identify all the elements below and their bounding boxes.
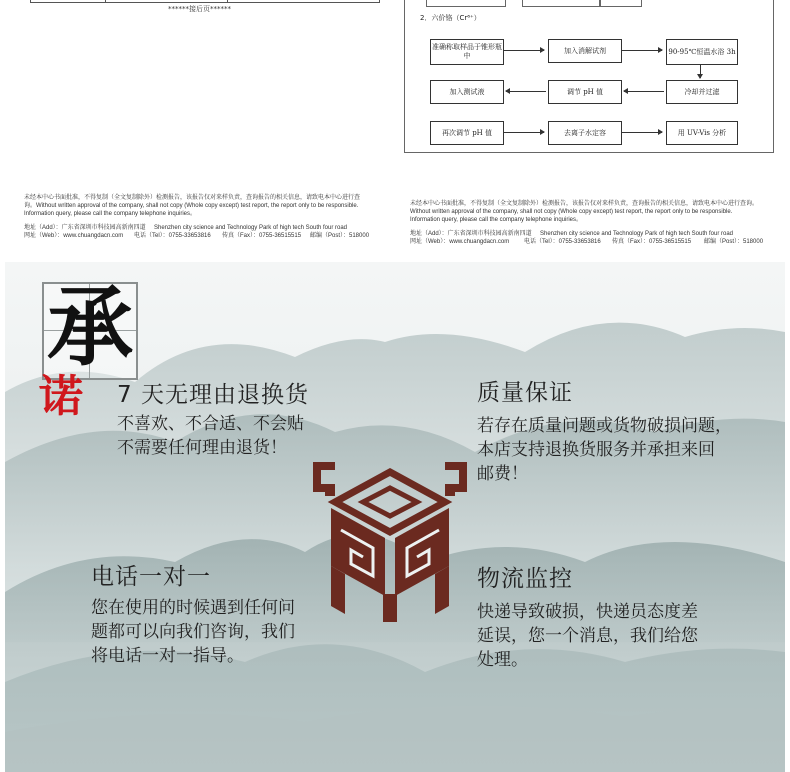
arrow-down bbox=[700, 64, 701, 78]
promise-banner bbox=[5, 262, 785, 772]
report-page-left bbox=[10, 0, 378, 262]
report-web: 网址（Web）：www.chuangdacn.com bbox=[410, 239, 510, 245]
flow-step: 加入测试液 bbox=[430, 80, 504, 104]
quality-title: 质量保证 bbox=[477, 380, 573, 406]
arrow-right bbox=[504, 132, 544, 133]
report-section bbox=[0, 0, 790, 262]
ding-vessel-icon bbox=[305, 454, 475, 624]
report-fax: 传真（Fax）：0755-36515515 bbox=[222, 233, 302, 239]
report-page-right bbox=[398, 0, 778, 262]
arrow-right bbox=[504, 50, 544, 51]
continuation-marker: ******接后页****** bbox=[168, 5, 231, 13]
arrow-left bbox=[506, 91, 546, 92]
report-disclaimer: 未经本中心书面批准，不得复制（全文复制除外）检测报告，该报告仅对来样负责，查询报告的相关信息，请致电本中心进行查询。Without written approval of the company, shall not copy (Whole copy except) test report, the report only to be responsible. Information query, please call the company telephone inquiries。 bbox=[24, 195, 361, 217]
prev-box-stub bbox=[522, 0, 600, 7]
table-bottom-edge bbox=[30, 0, 380, 3]
report-address-en: Shenzhen city science and Technology Park of high tech South four road bbox=[154, 225, 348, 231]
phone-title: 电话一对一 bbox=[91, 564, 211, 590]
report-post: 邮编（Post）：518000 bbox=[704, 239, 764, 245]
logistics-title: 物流监控 bbox=[477, 566, 573, 592]
report-address: 地址（Add）：广东省深圳市科技园高新南四道 bbox=[410, 231, 532, 237]
flow-step: 加入消解试剂 bbox=[548, 39, 622, 63]
flow-step: 冷却并过滤 bbox=[666, 80, 738, 104]
quality-text: 若存在质量问题或货物破损问题， 本店支持退换货服务并承担来回 邮费！ bbox=[477, 416, 732, 484]
cheng-character: 承 bbox=[47, 277, 133, 378]
report-web: 网址（Web）：www.chuangdacn.com bbox=[24, 233, 124, 239]
report-tel: 电话（Tel）：0755-33653816 bbox=[134, 233, 211, 239]
phone-text: 您在使用的时候遇到任何问 题都可以向我们咨询，我们 将电话一对一指导。 bbox=[91, 598, 295, 666]
report-tel: 电话（Tel）：0755-33653816 bbox=[524, 239, 601, 245]
arrow-left bbox=[624, 91, 664, 92]
prev-box-stub bbox=[600, 0, 642, 7]
returns-text: 不喜欢、不合适、不会贴 不需要任何理由退货！ bbox=[117, 414, 304, 458]
arrow-right bbox=[622, 50, 662, 51]
section-title: 2．六价铬（Cr⁶⁺） bbox=[420, 14, 481, 22]
report-address: 地址（Add）：广东省深圳市科技园高新南四道 bbox=[24, 225, 146, 231]
flow-step: 90-95℃恒温水浴 3h bbox=[666, 39, 738, 65]
returns-title: 7 天无理由退换货 bbox=[117, 382, 309, 408]
nuo-character: 诺 bbox=[39, 371, 83, 422]
cheng-seal bbox=[42, 277, 138, 380]
logistics-text: 快递导致破损，快递员态度差 延误，您一个消息，我们给您 处理。 bbox=[477, 602, 698, 670]
report-disclaimer: 未经本中心书面批准，不得复制（全文复制除外）检测报告，该报告仅对来样负责，查询报告的相关信息，请致电本中心进行查询。Without written approval of the company, shall not copy (Whole copy except) test report, the report only to be responsible. Information query, please call the company telephone inquiries。 bbox=[410, 201, 759, 223]
flow-step: 去离子水定容 bbox=[548, 121, 622, 145]
arrow-right bbox=[622, 132, 662, 133]
report-fax: 传真（Fax）：0755-36515515 bbox=[612, 239, 692, 245]
flow-step: 调节 pH 值 bbox=[548, 80, 622, 104]
flow-step: 再次调节 pH 值 bbox=[430, 121, 504, 145]
prev-box-stub bbox=[426, 0, 506, 7]
flow-step: 用 UV-Vis 分析 bbox=[666, 121, 738, 145]
report-post: 邮编（Post）：518000 bbox=[310, 233, 370, 239]
flow-step: 准确称取样品于锥形瓶中 bbox=[430, 39, 504, 65]
report-address-en: Shenzhen city science and Technology Park of high tech South four road bbox=[540, 231, 734, 237]
